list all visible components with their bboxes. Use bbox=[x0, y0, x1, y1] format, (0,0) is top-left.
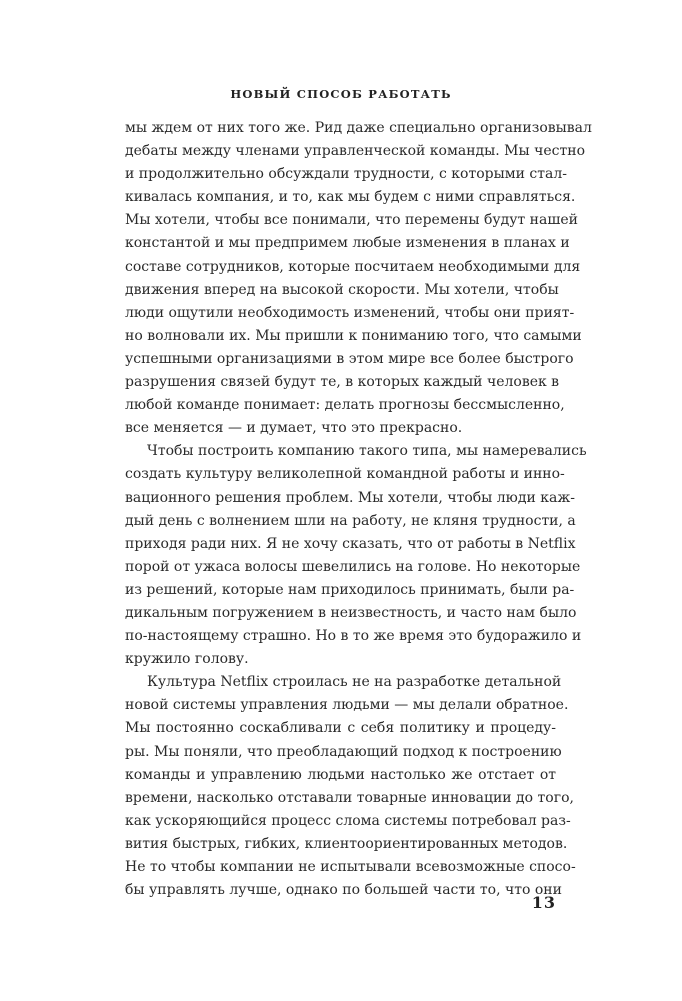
text-line: составе сотрудников, которые посчитаем необходимыми для bbox=[125, 258, 581, 275]
page-number: 13 bbox=[531, 893, 556, 912]
text-line: бы управлять лучше, однако по большей части то, что они bbox=[125, 882, 562, 899]
text-line: дый день с волнением шли на работу, не кляня трудности, а bbox=[125, 512, 576, 529]
text-line: успешными организациями в этом мире все более быстрого bbox=[125, 350, 574, 367]
text-line: времени, насколько отставали товарные инновации до того, bbox=[125, 789, 574, 806]
text-line: люди ощутили необходимость изменений, чтобы они прият- bbox=[125, 304, 575, 321]
text-line: любой команде понимает: делать прогнозы бессмысленно, bbox=[125, 397, 565, 414]
text-line: разрушения связей будут те, в которых каждый человек в bbox=[125, 374, 560, 391]
text-line: новой системы управления людьми — мы делали обратное. bbox=[125, 697, 569, 714]
text-line: константой и мы предпримем любые изменения в планах и bbox=[125, 235, 570, 252]
text-line: вационного решения проблем. Мы хотели, чтобы люди каж- bbox=[125, 489, 575, 506]
text-line: Мы хотели, чтобы все понимали, что перемены будут нашей bbox=[125, 212, 578, 229]
text-line: но волновали их. Мы пришли к пониманию того, что самыми bbox=[125, 327, 582, 344]
text-line: все меняется — и думает, что это прекрасно. bbox=[125, 420, 463, 437]
body-text bbox=[125, 117, 592, 902]
text-line: дикальным погружением в неизвестность, и часто нам было bbox=[125, 604, 577, 621]
text-line: движения вперед на высокой скорости. Мы хотели, чтобы bbox=[125, 281, 559, 298]
text-line: создать культуру великолепной командной работы и инно- bbox=[125, 466, 565, 483]
text-line: по-настоящему страшно. Но в то же время это будоражило и bbox=[125, 628, 582, 645]
text-line: как ускоряющийся процесс слома системы потребовал раз- bbox=[125, 812, 571, 829]
paragraph bbox=[125, 117, 592, 440]
text-line: кружило голову. bbox=[125, 651, 249, 668]
text-line: вития быстрых, гибких, клиентоориентированных методов. bbox=[125, 835, 568, 852]
text-line: Мы постоянно соскабливали с себя политику и процеду- bbox=[125, 720, 556, 737]
text-line: дебаты между членами управленческой команды. Мы честно bbox=[125, 143, 585, 160]
text-line: мы ждем от них того же. Рид даже специально организовывал bbox=[125, 120, 592, 136]
text-line: порой от ужаса волосы шевелились на голове. Но некоторые bbox=[125, 558, 581, 575]
text-line: из решений, которые нам приходилось принимать, были ра- bbox=[125, 581, 575, 598]
paragraph bbox=[125, 440, 587, 671]
text-line: ры. Мы поняли, что преобладающий подход к построению bbox=[125, 743, 562, 760]
running-header: НОВЫЙ СПОСОБ РАБОТАТЬ bbox=[230, 87, 452, 101]
text-line: команды и управлению людьми настолько же отстает от bbox=[125, 766, 556, 783]
text-line: Культура Netflix строилась не на разработке детальной bbox=[147, 674, 562, 691]
text-line: кивалась компания, и то, как мы будем с ними справляться. bbox=[125, 189, 576, 206]
text-line: и продолжительно обсуждали трудности, с которыми стал- bbox=[125, 166, 567, 183]
text-line: Не то чтобы компании не испытывали всевозможные спосо- bbox=[125, 859, 576, 875]
paragraph bbox=[125, 671, 576, 902]
text-line: приходя ради них. Я не хочу сказать, что от работы в Netflix bbox=[125, 535, 576, 552]
text-line: Чтобы построить компанию такого типа, мы намеревались bbox=[147, 443, 587, 460]
